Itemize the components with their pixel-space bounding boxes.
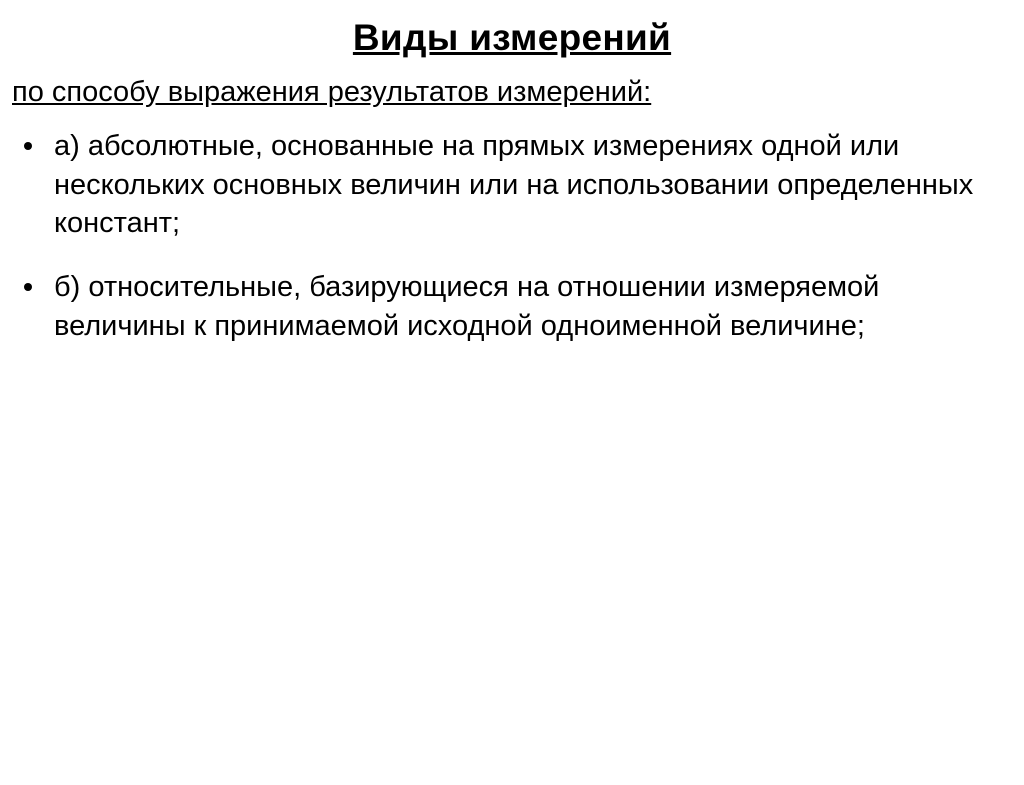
page-title: Виды измерений (352, 17, 672, 58)
slide-container (0, 18, 1024, 785)
list-item (14, 268, 1000, 345)
list-item (14, 127, 1000, 242)
bullet-dot-icon (24, 142, 32, 150)
slide-subtitle: по способу выражения результатов измерений: (12, 75, 652, 108)
list-item-text: б) относительные, базирующиеся на отношении измеряемой величины к принимаемой исходной одноименной величине; (54, 271, 880, 342)
bullet-dot-icon (24, 283, 32, 291)
list-item-text: а) абсолютные, основанные на прямых измерениях одной или нескольких основных величин или на использовании определенных констант; (54, 130, 974, 240)
bullet-list (0, 127, 1024, 344)
